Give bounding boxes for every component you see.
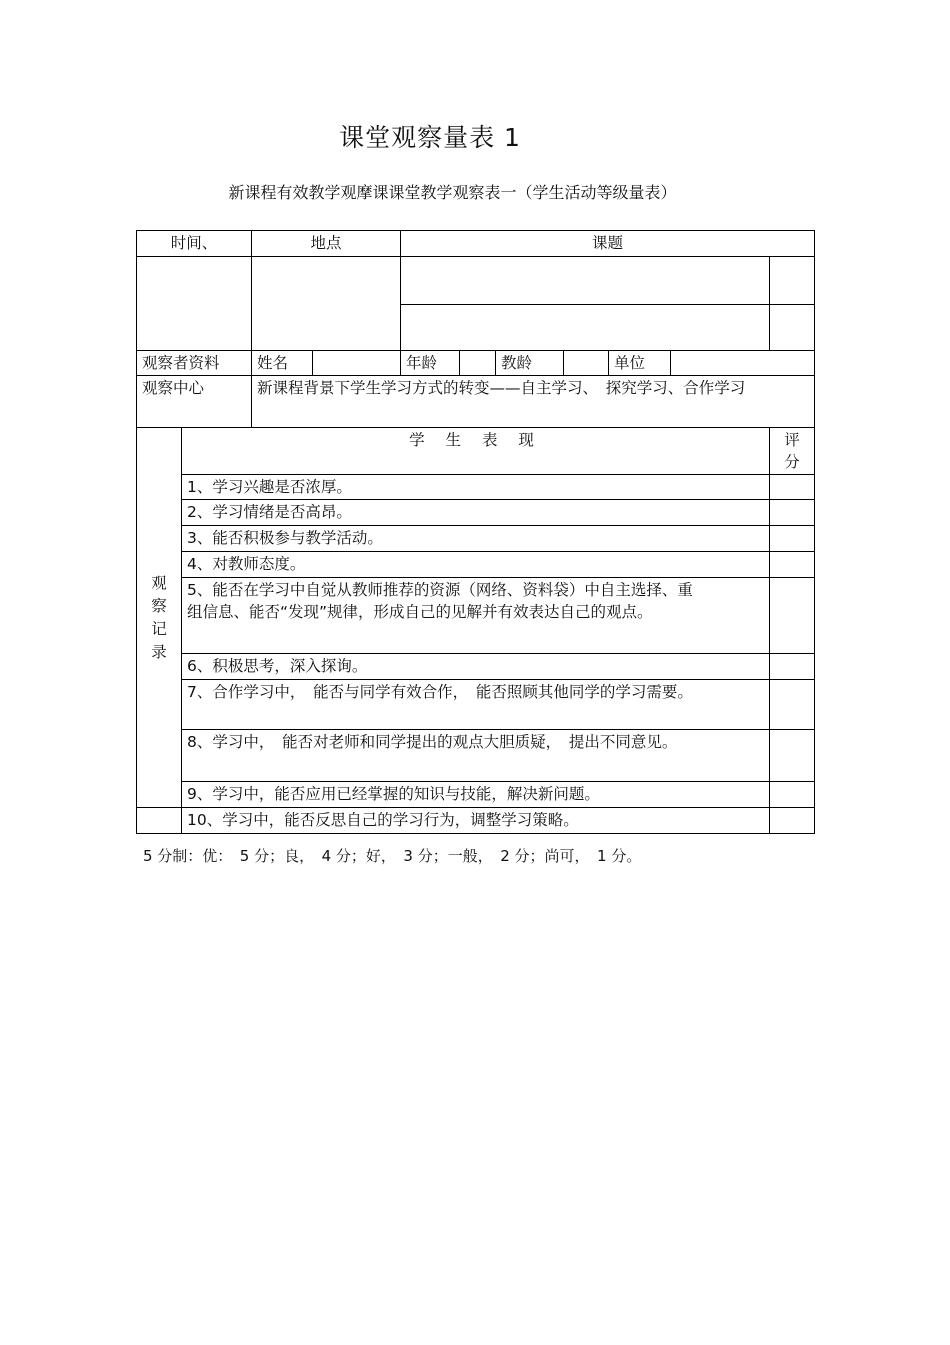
topic-cell-2[interactable] <box>401 305 770 351</box>
score-cell[interactable] <box>770 808 815 834</box>
score-cell[interactable] <box>770 730 815 782</box>
name-value-cell[interactable] <box>313 351 401 376</box>
place-header: 地点 <box>252 231 401 257</box>
page-subtitle: 新课程有效教学观摩课课堂教学观察表一（学生活动等级量表） <box>228 183 677 202</box>
observation-table <box>136 230 815 834</box>
unit-label: 单位 <box>609 351 671 376</box>
teaching-age-value-cell[interactable] <box>564 351 609 376</box>
page-title: 课堂观察量表 1 <box>339 123 521 152</box>
record-label-cell <box>137 428 182 808</box>
score-cell[interactable] <box>770 500 815 526</box>
score-cell[interactable] <box>770 654 815 680</box>
criterion-item: 9、学习中，能否应用已经掌握的知识与技能，解决新问题。 <box>182 782 770 808</box>
criterion-item: 2、学习情绪是否高昂。 <box>182 500 770 526</box>
observer-label: 观察者资料 <box>137 351 252 376</box>
age-label: 年龄 <box>401 351 460 376</box>
criterion-item <box>182 578 770 654</box>
criterion-item: 1、学习兴趣是否浓厚。 <box>182 475 770 500</box>
criterion-item: 8、学习中， 能否对老师和同学提出的观点大胆质疑， 提出不同意见。 <box>182 730 770 782</box>
record-vertical-label: 观察记录 <box>151 573 167 661</box>
topic-side-cell-2[interactable] <box>770 305 815 351</box>
scoring-legend: 5 分制：优： 5 分；良， 4 分；好， 3 分；一般， 2 分；尚可， 1 分。 <box>143 847 642 865</box>
focus-label: 观察中心 <box>137 376 252 428</box>
topic-cell-1[interactable] <box>401 257 770 305</box>
time-header: 时间、 <box>137 231 252 257</box>
score-header: 评 分 <box>770 428 815 475</box>
criterion-item: 6、积极思考，深入探询。 <box>182 654 770 680</box>
criterion-item: 10、学习中，能否反思自己的学习行为，调整学习策略。 <box>182 808 770 834</box>
topic-header: 课题 <box>401 231 815 257</box>
teaching-age-label: 教龄 <box>496 351 564 376</box>
score-cell[interactable] <box>770 578 815 654</box>
score-cell[interactable] <box>770 782 815 808</box>
time-cell[interactable] <box>137 257 252 351</box>
criterion-item: 3、能否积极参与教学活动。 <box>182 526 770 552</box>
name-label: 姓名 <box>252 351 313 376</box>
unit-value-cell[interactable] <box>671 351 815 376</box>
score-cell[interactable] <box>770 475 815 500</box>
criterion-item: 7、合作学习中， 能否与同学有效合作， 能否照顾其他同学的学习需要。 <box>182 680 770 730</box>
score-cell[interactable] <box>770 526 815 552</box>
criterion-text: 5、能否在学习中自觉从教师推荐的资源（网络、资料袋）中自主选择、重组信息、能否“发现”规律，形成自己的见解并有效表达自己的观点。 <box>187 581 693 621</box>
criterion-item: 4、对教师态度。 <box>182 552 770 578</box>
score-cell[interactable] <box>770 680 815 730</box>
place-cell[interactable] <box>252 257 401 351</box>
score-cell[interactable] <box>770 552 815 578</box>
performance-header: 学 生 表 现 <box>182 428 770 475</box>
age-value-cell[interactable] <box>460 351 496 376</box>
topic-side-cell-1[interactable] <box>770 257 815 305</box>
blank-left-cell <box>137 808 182 834</box>
focus-text: 新课程背景下学生学习方式的转变——自主学习、 探究学习、合作学习 <box>252 376 815 428</box>
